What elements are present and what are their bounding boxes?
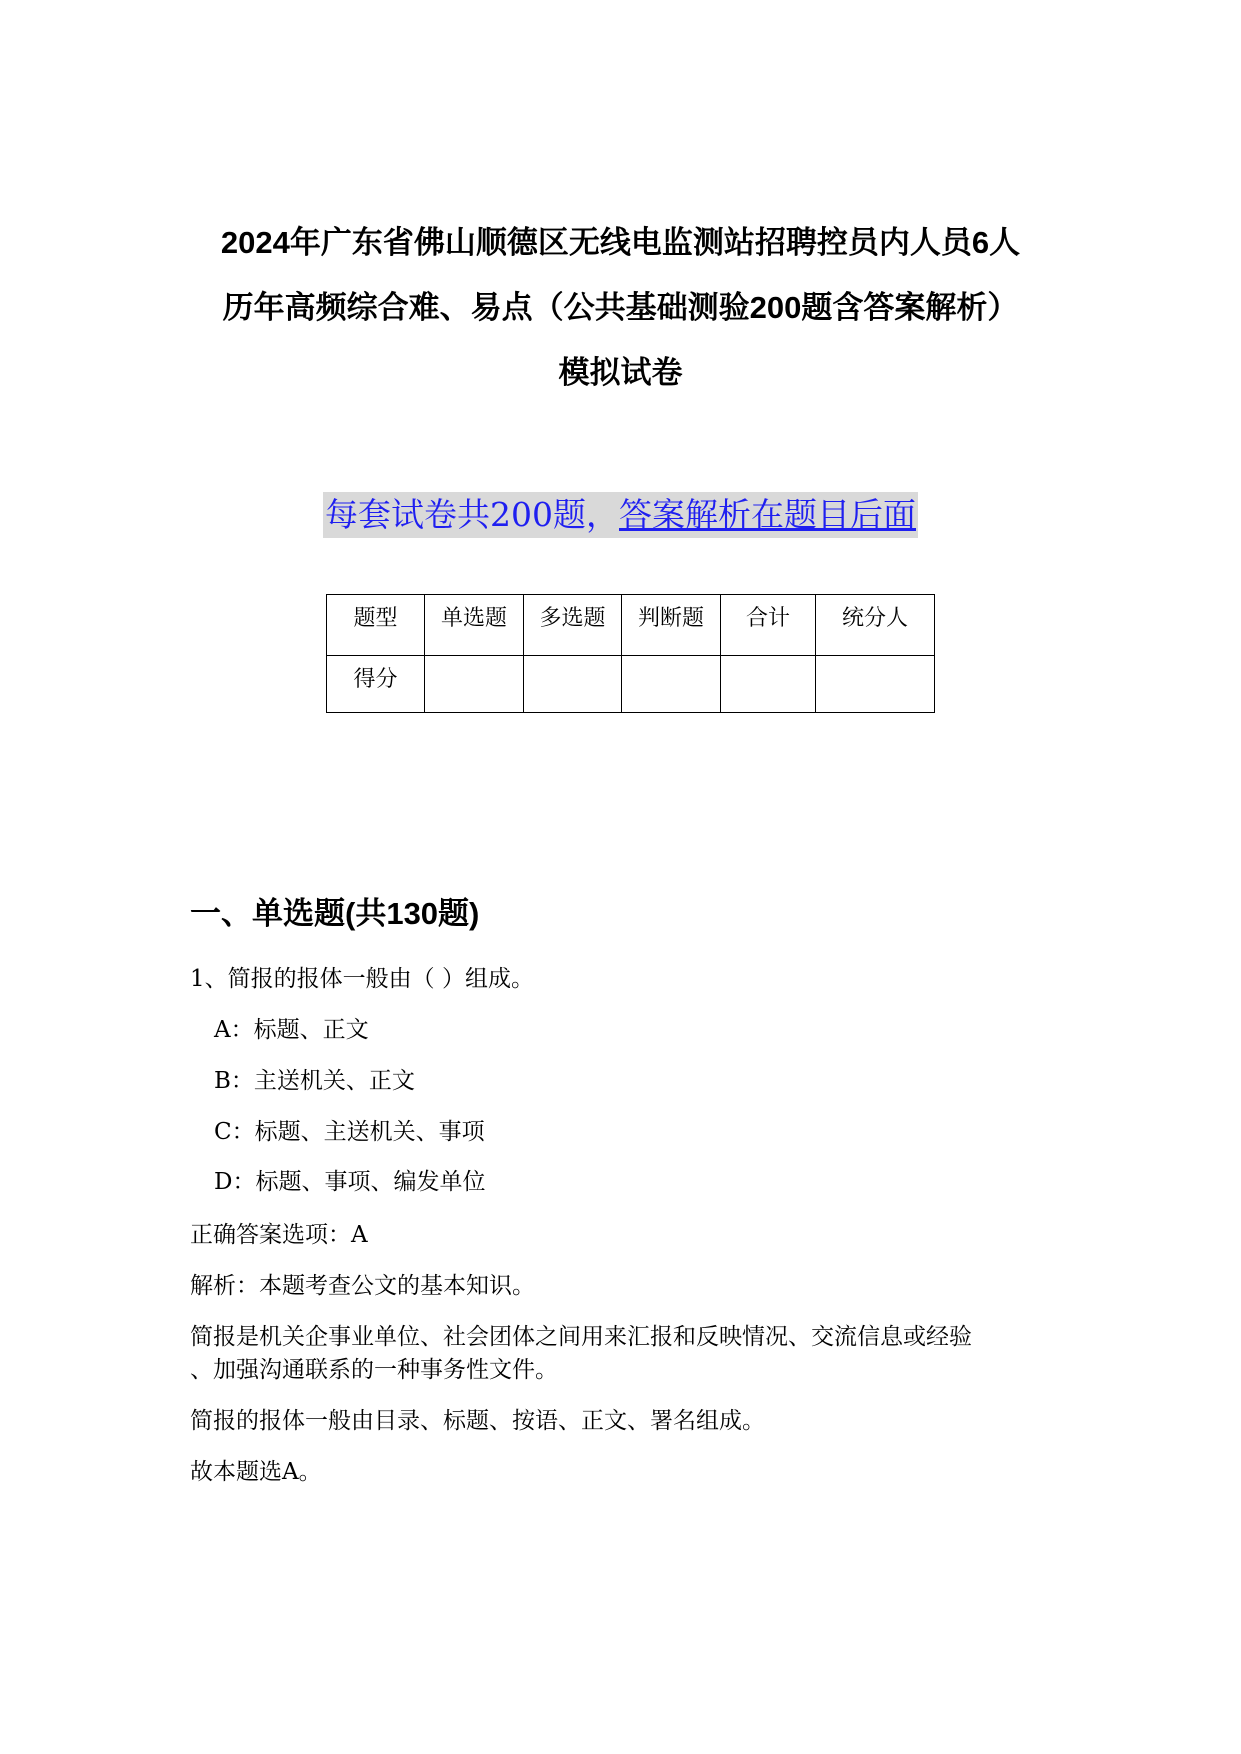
title-line-3: 模拟试卷 — [558, 355, 683, 390]
score-table — [326, 594, 935, 713]
option-d: D：标题、事项、编发单位 — [214, 1169, 486, 1195]
score-cell-total[interactable] — [721, 656, 816, 713]
score-cell-single-choice[interactable] — [425, 656, 524, 713]
banner-row — [0, 492, 1241, 538]
score-cell-scorer[interactable] — [816, 656, 935, 713]
option-a: A：标题、正文 — [214, 1017, 369, 1043]
info-banner — [323, 492, 918, 538]
analysis-paragraph-1-line-2: 、加强沟通联系的一种事务性文件。 — [190, 1357, 558, 1383]
option-b: B：主送机关、正文 — [214, 1068, 415, 1094]
header-total: 合计 — [721, 595, 816, 656]
analysis-paragraph-1-line-1: 简报是机关企事业单位、社会团体之间用来汇报和反映情况、交流信息或经验 — [190, 1324, 972, 1350]
document-title — [150, 210, 1091, 405]
score-table-score-row — [327, 656, 935, 713]
question-stem: 1、简报的报体一般由（ ）组成。 — [190, 966, 534, 992]
header-multiple-choice: 多选题 — [524, 595, 622, 656]
header-true-false: 判断题 — [622, 595, 721, 656]
title-line-1: 2024年广东省佛山顺德区无线电监测站招聘控员内人员6人 — [220, 225, 1021, 260]
analysis-intro: 解析：本题考查公文的基本知识。 — [190, 1273, 535, 1299]
score-table-header-row — [327, 595, 935, 656]
header-scorer: 统分人 — [816, 595, 935, 656]
banner-lead-text: 每套试卷共200题， — [325, 495, 619, 534]
header-single-choice: 单选题 — [425, 595, 524, 656]
score-cell-multiple-choice[interactable] — [524, 656, 622, 713]
analysis-conclusion: 故本题选A。 — [190, 1459, 322, 1485]
title-line-2: 历年高频综合难、易点（公共基础测验200题含答案解析） — [222, 290, 1019, 325]
analysis-paragraph-2: 简报的报体一般由目录、标题、按语、正文、署名组成。 — [190, 1408, 765, 1434]
header-question-type: 题型 — [327, 595, 425, 656]
score-row-label: 得分 — [327, 656, 425, 713]
option-c: C：标题、主送机关、事项 — [214, 1119, 485, 1145]
answer-location-link[interactable]: 答案解析在题目后面 — [619, 495, 916, 534]
correct-answer: 正确答案选项：A — [190, 1222, 368, 1248]
section-heading: 一、单选题(共130题) — [190, 896, 480, 931]
score-cell-true-false[interactable] — [622, 656, 721, 713]
